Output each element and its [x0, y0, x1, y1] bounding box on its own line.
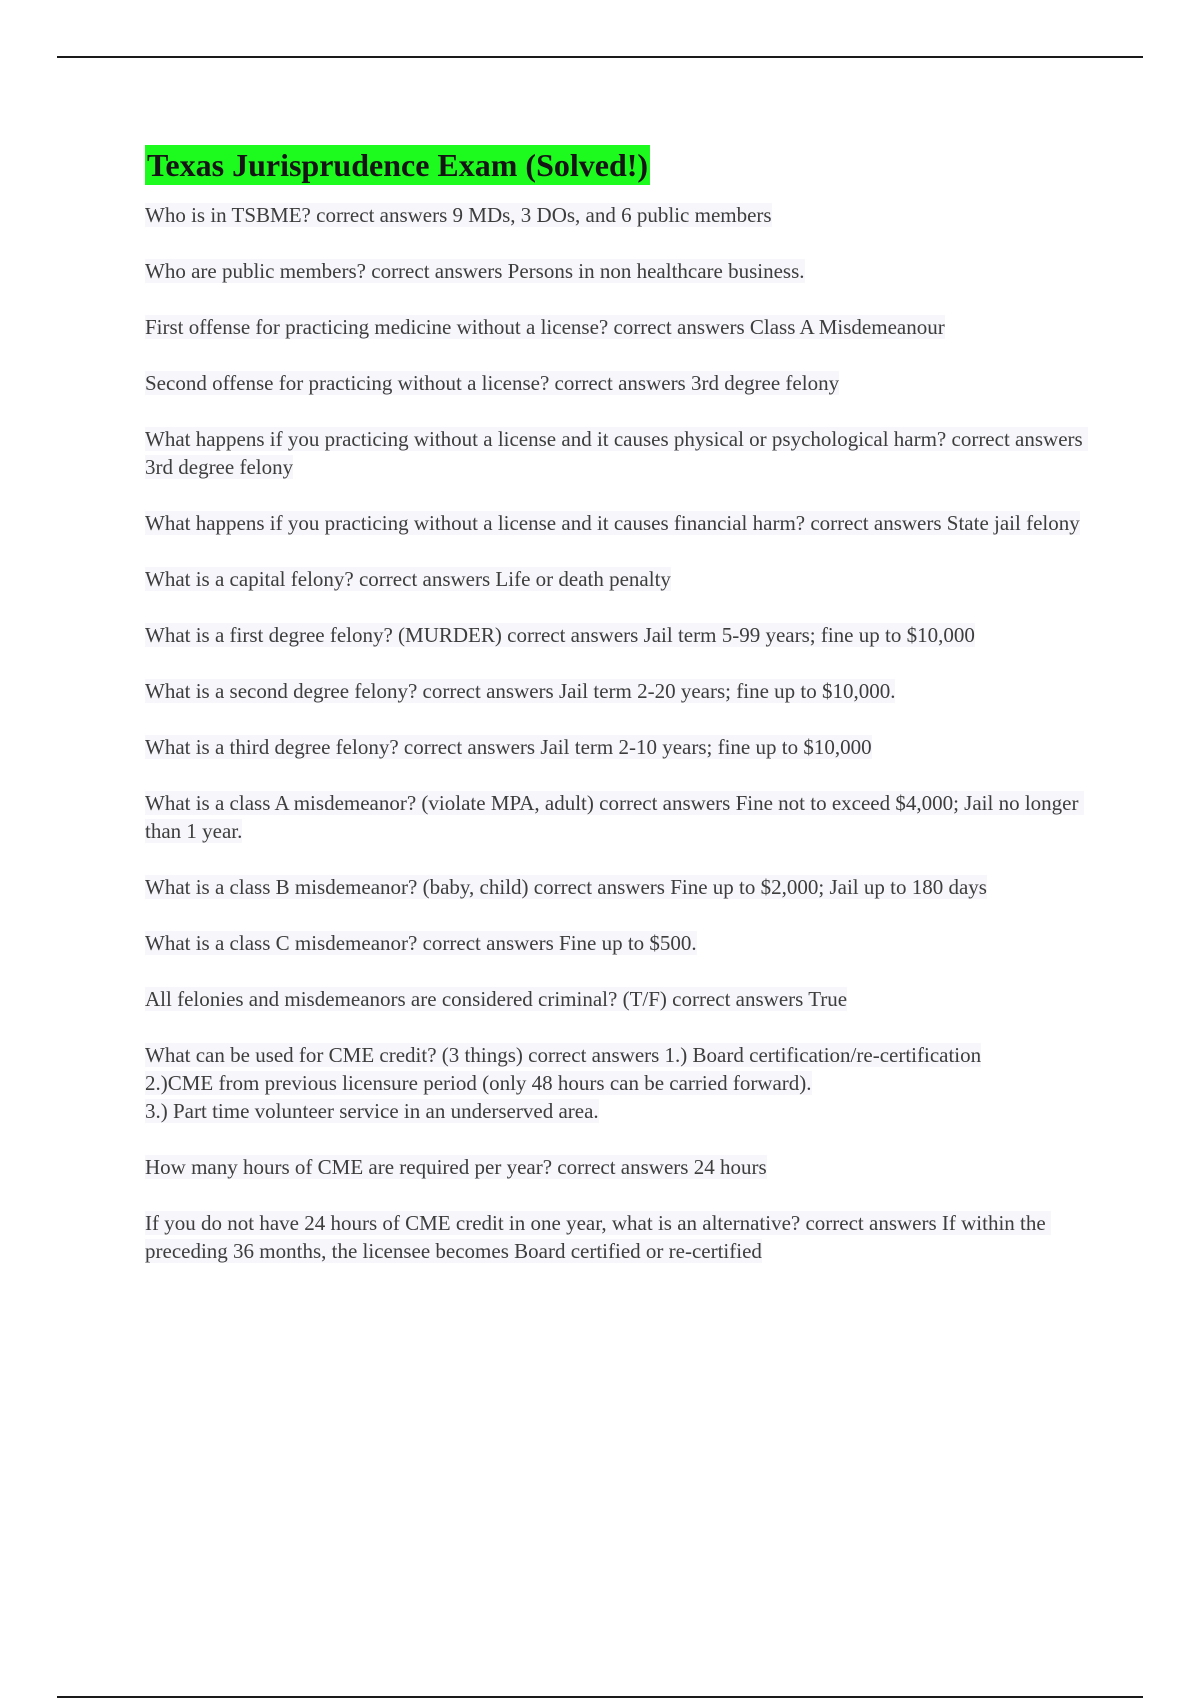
qa-item: [145, 1209, 1095, 1265]
qa-item: [145, 257, 1095, 285]
qa-item: [145, 677, 1095, 705]
qa-text: What is a third degree felony? correct answers Jail term 2-10 years; fine up to $10,000: [145, 735, 872, 759]
qa-item: [145, 873, 1095, 901]
qa-text: If you do not have 24 hours of CME credit in one year, what is an alternative? correct answers If within the preceding 36 months, the licensee becomes Board certified or re-certified: [145, 1211, 1051, 1263]
qa-text: What is a capital felony? correct answers Life or death penalty: [145, 567, 671, 591]
qa-text: What happens if you practicing without a license and it causes physical or psychological harm? correct answers 3rd degree felony: [145, 427, 1088, 479]
qa-text: First offense for practicing medicine without a license? correct answers Class A Misdemeanour: [145, 315, 945, 339]
qa-text: How many hours of CME are required per year? correct answers 24 hours: [145, 1155, 767, 1179]
qa-item: [145, 1153, 1095, 1181]
qa-item: [145, 1041, 1095, 1125]
qa-text: Second offense for practicing without a license? correct answers 3rd degree felony: [145, 371, 840, 395]
qa-text: What is a second degree felony? correct answers Jail term 2-20 years; fine up to $10,000.: [145, 679, 896, 703]
qa-text: What happens if you practicing without a license and it causes financial harm? correct answers State jail felony: [145, 511, 1080, 535]
qa-item: [145, 425, 1095, 481]
qa-text: What is a class B misdemeanor? (baby, child) correct answers Fine up to $2,000; Jail up to 180 days: [145, 875, 987, 899]
qa-list: [145, 201, 1095, 1265]
qa-text: Who is in TSBME? correct answers 9 MDs, 3 DOs, and 6 public members: [145, 203, 772, 227]
qa-item: [145, 789, 1095, 845]
qa-item: [145, 985, 1095, 1013]
document-title: Texas Jurisprudence Exam (Solved!): [147, 147, 649, 183]
qa-item: [145, 313, 1095, 341]
qa-text: What is a class A misdemeanor? (violate MPA, adult) correct answers Fine not to exceed $4,000; Jail no longer than 1 year.: [145, 791, 1084, 843]
qa-item: [145, 733, 1095, 761]
qa-text: All felonies and misdemeanors are considered criminal? (T/F) correct answers True: [145, 987, 848, 1011]
qa-item: [145, 565, 1095, 593]
qa-item: [145, 929, 1095, 957]
top-rule: [57, 56, 1143, 58]
document-body: [145, 145, 1095, 1293]
qa-item: [145, 509, 1095, 537]
qa-item: [145, 621, 1095, 649]
bottom-rule: [57, 1696, 1143, 1698]
qa-text: What is a class C misdemeanor? correct answers Fine up to $500.: [145, 931, 697, 955]
qa-item: [145, 201, 1095, 229]
qa-text: Who are public members? correct answers Persons in non healthcare business.: [145, 259, 805, 283]
qa-item: [145, 369, 1095, 397]
qa-text: What is a first degree felony? (MURDER) correct answers Jail term 5-99 years; fine up to $10,000: [145, 623, 975, 647]
qa-text: What can be used for CME credit? (3 things) correct answers 1.) Board certification/re-certification 2.)CME from previous licensure period (only 48 hours can be carried forward). 3.) Part time volunteer service in an underserved area.: [145, 1043, 982, 1123]
